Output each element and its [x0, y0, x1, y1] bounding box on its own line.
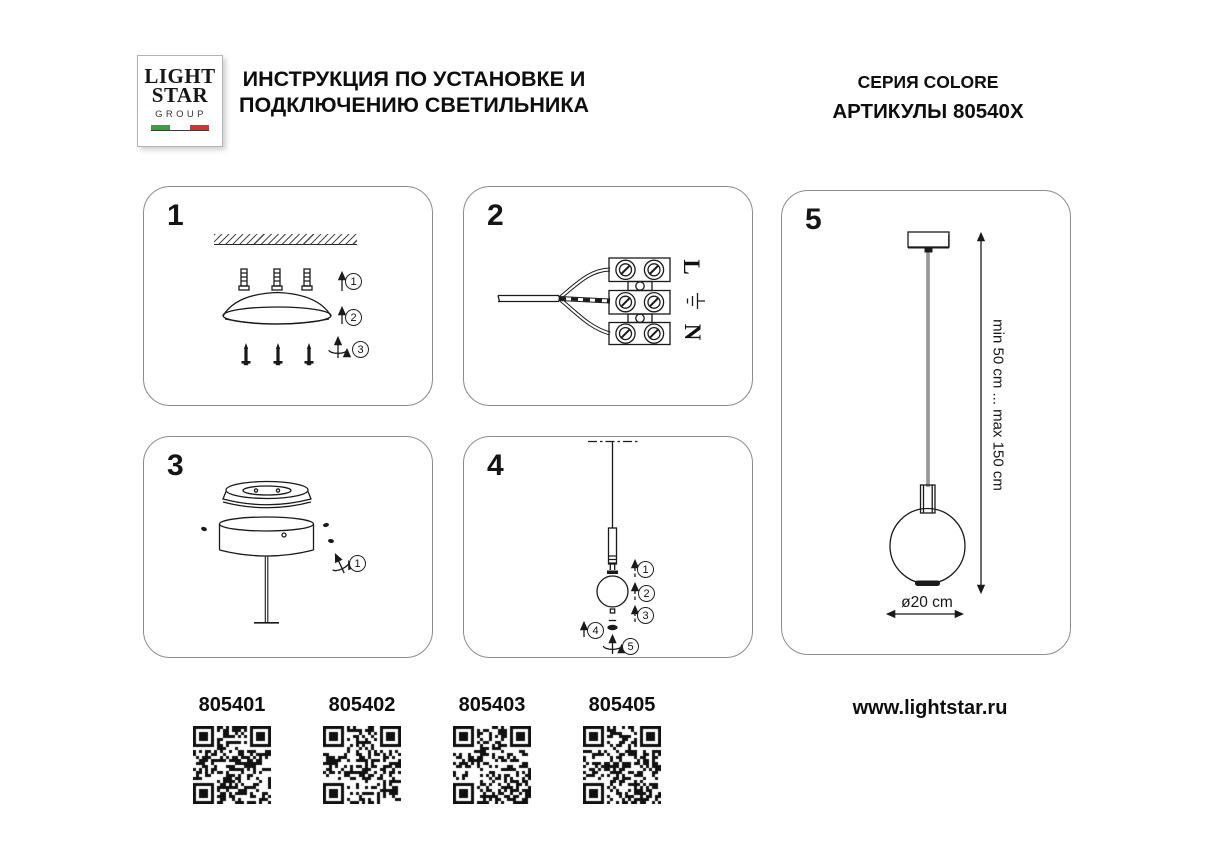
title-line-2: ПОДКЛЮЧЕНИЮ СВЕТИЛЬНИКА	[238, 93, 590, 117]
qr-code	[453, 726, 531, 804]
qr-code	[323, 726, 401, 804]
article-code: 805405	[588, 694, 656, 716]
article-block	[432, 694, 552, 809]
lamp-body-icon	[220, 517, 314, 556]
panel-number: 3	[167, 449, 184, 482]
neutral-label: N	[680, 323, 705, 341]
canopy-assembly-diagram	[144, 437, 434, 659]
panel-3	[143, 436, 433, 658]
base-plate-icon	[223, 293, 331, 325]
step-marker: 2	[345, 309, 362, 326]
series-block	[778, 72, 1078, 124]
articles-label: АРТИКУЛЫ 80540X	[832, 100, 1024, 123]
logo-group-text: GROUP	[155, 109, 207, 120]
fitting-parts-icon	[607, 609, 617, 630]
article-block	[172, 694, 292, 809]
step-marker: 3	[352, 341, 369, 358]
step-marker: 1	[345, 273, 362, 290]
logo-light-text: LIGHT	[144, 64, 216, 88]
panel-number: 5	[805, 203, 822, 236]
suspension-range-label: min 50 cm ... max 150 cm	[989, 319, 1007, 491]
terminal-wiring-diagram	[464, 187, 754, 407]
sphere-icon	[597, 576, 628, 607]
qr-code	[583, 726, 661, 804]
tube-icon	[607, 528, 618, 574]
panel-4	[463, 436, 753, 658]
article-block	[302, 694, 422, 809]
step-marker: 1	[637, 561, 654, 578]
lightstar-logo	[137, 55, 223, 147]
dimensions-diagram	[782, 191, 1072, 656]
cable-icon	[498, 296, 559, 302]
screw-icon	[242, 343, 314, 365]
italian-flag-icon	[151, 125, 209, 131]
live-label: L	[679, 259, 704, 275]
website-text: www.lightstar.ru	[852, 697, 1008, 719]
screw-turn-icon	[329, 338, 347, 358]
panel-number: 1	[167, 199, 184, 232]
step-marker: 4	[587, 622, 604, 639]
article-code: 805402	[328, 694, 396, 716]
screw-turn-icon	[604, 636, 622, 654]
panel-2	[463, 186, 753, 406]
logo-star-text: STAR	[151, 83, 209, 107]
article-code: 805401	[198, 694, 266, 716]
step-marker: 2	[638, 585, 655, 602]
diameter-label: ø20 cm	[901, 594, 953, 611]
pendant-assembly-diagram	[464, 437, 754, 659]
terminal-block-icon	[609, 258, 670, 345]
dowel-icon	[239, 269, 312, 290]
article-block	[562, 694, 682, 809]
title-line-1: ИНСТРУКЦИЯ ПО УСТАНОВКЕ И	[242, 67, 586, 91]
article-code: 805403	[458, 694, 526, 716]
page-title	[234, 66, 594, 118]
panel-5	[781, 190, 1071, 655]
step-marker: 3	[637, 607, 654, 624]
rod-icon	[254, 557, 279, 623]
series-label: СЕРИЯ COLORE	[857, 72, 999, 92]
panel-number: 2	[487, 199, 504, 232]
sphere-icon	[890, 509, 965, 584]
qr-code	[193, 726, 271, 804]
step-marker: 1	[349, 555, 366, 572]
ground-icon	[688, 293, 706, 309]
step-marker: 5	[622, 638, 639, 655]
canopy-icon	[223, 482, 311, 508]
bottom-cap-icon	[915, 581, 940, 587]
ceiling-mount-diagram	[144, 187, 434, 407]
panel-number: 4	[487, 449, 504, 482]
ceiling-plate-icon	[908, 232, 949, 253]
panel-1	[143, 186, 433, 406]
